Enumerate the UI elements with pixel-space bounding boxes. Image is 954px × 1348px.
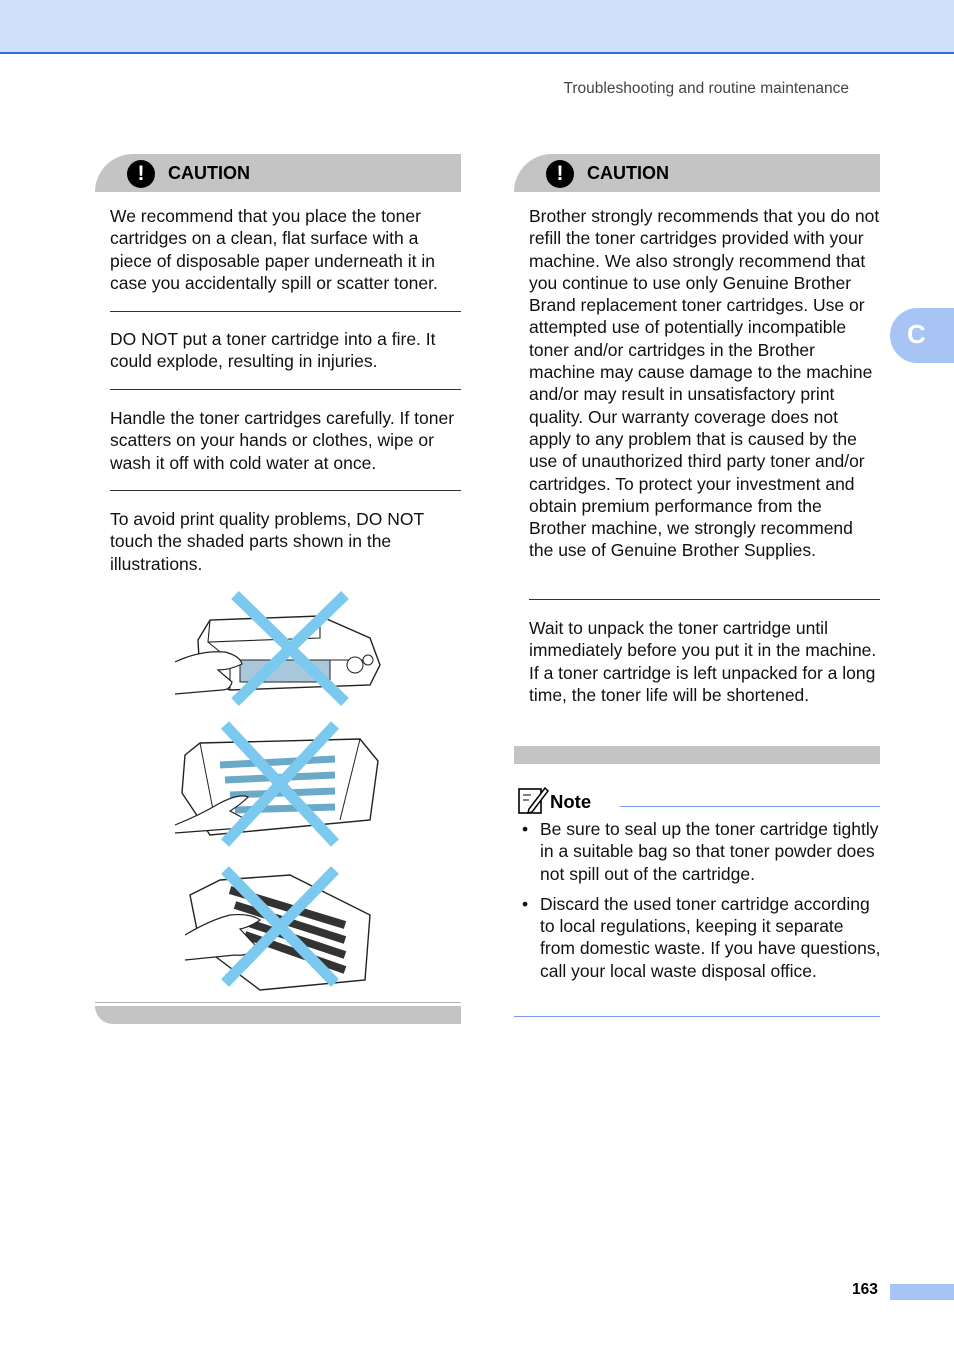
page-number: 163 (852, 1281, 878, 1298)
toner-cartridge-illustrations (170, 590, 385, 995)
note-item (520, 893, 882, 982)
running-header: Troubleshooting and routine maintenance (563, 80, 849, 97)
caution-end-bar-left (95, 1006, 461, 1024)
chapter-tab (890, 308, 954, 363)
divider (110, 490, 461, 491)
caution-header-right (514, 154, 880, 192)
exclamation-icon: ! (546, 160, 574, 188)
caution-paragraph: We recommend that you place the toner cartridges on a clean, flat surface with a piece of disposable paper underneath it in case you accidentally spill or scatter toner. (110, 206, 438, 293)
note-label: Note (550, 791, 592, 812)
caution-paragraph: Brother strongly recommends that you do not refill the toner cartridges provided with your machine. We also strongly recommend that you continue to use only Genuine Brother Brand replacement toner cartridges. Use or attempted use of potentially incompatible toner and/or cartridges in the Brother machine may cause damage to the machine and/or may result in unsatisfactory print quality. Our warranty coverage does not apply to any problem that is caused by the use of unauthorized third party toner and/or cartridges. To protect your investment and obtain premium performance from the Brother machine, we strongly recommend the use of Genuine Brother Supplies. (529, 206, 880, 561)
top-header-band (0, 0, 954, 54)
caution-paragraph: Handle the toner cartridges carefully. If toner scatters on your hands or clothes, wipe or wash it off with cold water at once. (110, 408, 455, 473)
caution-header-left (95, 154, 461, 192)
note-item (520, 818, 882, 885)
caution-end-bar-right (514, 746, 880, 764)
note-pencil-icon (517, 785, 549, 815)
caution-paragraph: Wait to unpack the toner cartridge until immediately before you put it in the machine. If a toner cartridge is left unpacked for a long time, the toner life will be shortened. (529, 618, 877, 705)
caution-label: CAUTION (168, 163, 250, 183)
divider (529, 599, 880, 600)
drum-unit-illustration (175, 725, 378, 843)
note-rule-top (620, 806, 880, 807)
note-item-text: Discard the used toner cartridge according to local regulations, keeping it separate from domestic waste. If you have questions, call your local waste disposal office. (540, 893, 881, 981)
divider (110, 389, 461, 390)
note-item-text: Be sure to seal up the toner cartridge tightly in a suitable bag so that toner powder does not spill out of the cartridge. (540, 819, 879, 884)
note-rule-bottom (514, 1016, 880, 1017)
divider (110, 311, 461, 312)
exclamation-icon: ! (127, 160, 155, 188)
page-number-tab (890, 1284, 954, 1300)
divider (95, 1002, 461, 1003)
drum-rollers-illustration (185, 870, 370, 990)
caution-paragraph: To avoid print quality problems, DO NOT touch the shaded parts shown in the illustrations. (110, 509, 424, 574)
note-list (520, 818, 882, 990)
toner-cartridge-illustration (175, 595, 380, 702)
bullet-icon: • (522, 893, 529, 914)
caution-paragraph: DO NOT put a toner cartridge into a fire. It could explode, resulting in injuries. (110, 329, 436, 372)
caution-label: CAUTION (587, 163, 669, 183)
chapter-tab-letter: C (907, 319, 926, 349)
bullet-icon: • (522, 819, 529, 839)
